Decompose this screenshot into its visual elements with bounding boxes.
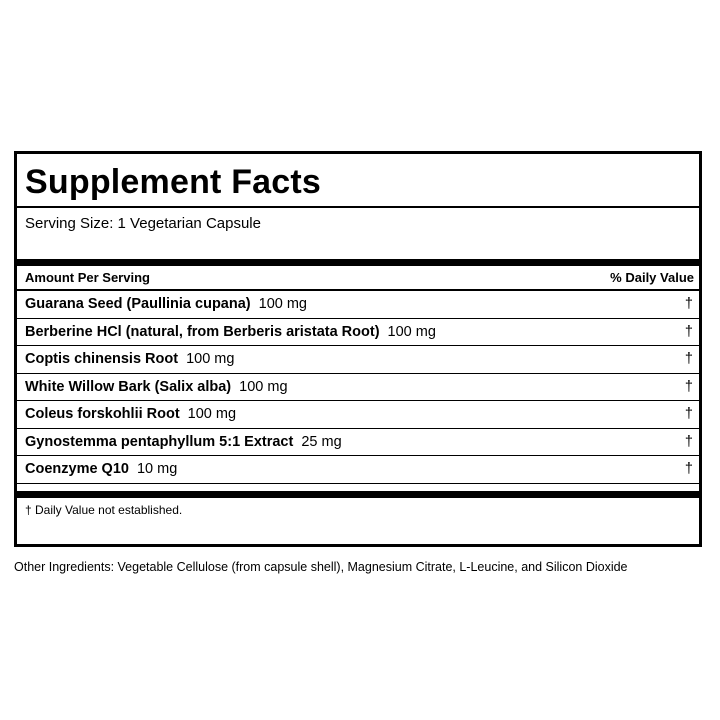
ingredient-amount: 100 mg: [239, 378, 288, 395]
ingredient-amount: 100 mg: [186, 351, 235, 367]
thick-divider-bottom: [17, 491, 699, 498]
ingredient-row: [17, 401, 699, 429]
ingredient-amount: 100 mg: [258, 296, 307, 312]
ingredient-name: Coleus forskohlii Root: [25, 406, 180, 422]
ingredient-name: Coptis chinensis Root: [25, 351, 179, 367]
ingredient-amount: 25 mg: [301, 433, 342, 450]
ingredient-daily-value: †: [684, 323, 693, 340]
daily-value-header: % Daily Value: [610, 270, 694, 285]
ingredient-name: Berberine HCl (natural, from Berberis aristata Root): [25, 323, 380, 340]
ingredient-row: [17, 346, 699, 374]
ingredient-daily-value: †: [684, 378, 693, 395]
daily-value-footnote: † Daily Value not established.: [25, 503, 183, 517]
ingredient-row: [17, 374, 699, 402]
serving-size: Serving Size: 1 Vegetarian Capsule: [25, 215, 261, 232]
panel-title: Supplement Facts: [25, 163, 322, 201]
supplement-facts-panel: [14, 151, 702, 547]
ingredient-amount: 100 mg: [187, 406, 237, 422]
ingredient-row: [17, 291, 699, 319]
thick-divider-top: [17, 259, 699, 266]
ingredient-name: White Willow Bark (Salix alba): [25, 378, 232, 395]
amount-per-serving-header: Amount Per Serving: [25, 270, 150, 285]
ingredient-daily-value: †: [684, 461, 693, 477]
ingredient-row: [17, 456, 699, 484]
ingredient-daily-value: †: [684, 433, 693, 450]
ingredient-row: [17, 319, 699, 347]
title-divider: [17, 206, 699, 208]
ingredient-amount: 100 mg: [387, 323, 436, 340]
ingredient-row: [17, 429, 699, 457]
ingredient-daily-value: †: [684, 351, 693, 367]
ingredient-amount: 10 mg: [136, 461, 178, 477]
ingredient-name: Coenzyme Q10: [25, 461, 129, 477]
ingredient-daily-value: †: [684, 406, 693, 422]
ingredient-daily-value: †: [684, 296, 693, 312]
other-ingredients: Other Ingredients: Vegetable Cellulose (from capsule shell), Magnesium Citrate, L-Leucine, and Silicon Dioxide: [14, 560, 628, 574]
ingredient-name: Guarana Seed (Paullinia cupana): [25, 296, 251, 312]
ingredient-name: Gynostemma pentaphyllum 5:1 Extract: [25, 433, 294, 450]
ingredient-list: [17, 291, 699, 484]
